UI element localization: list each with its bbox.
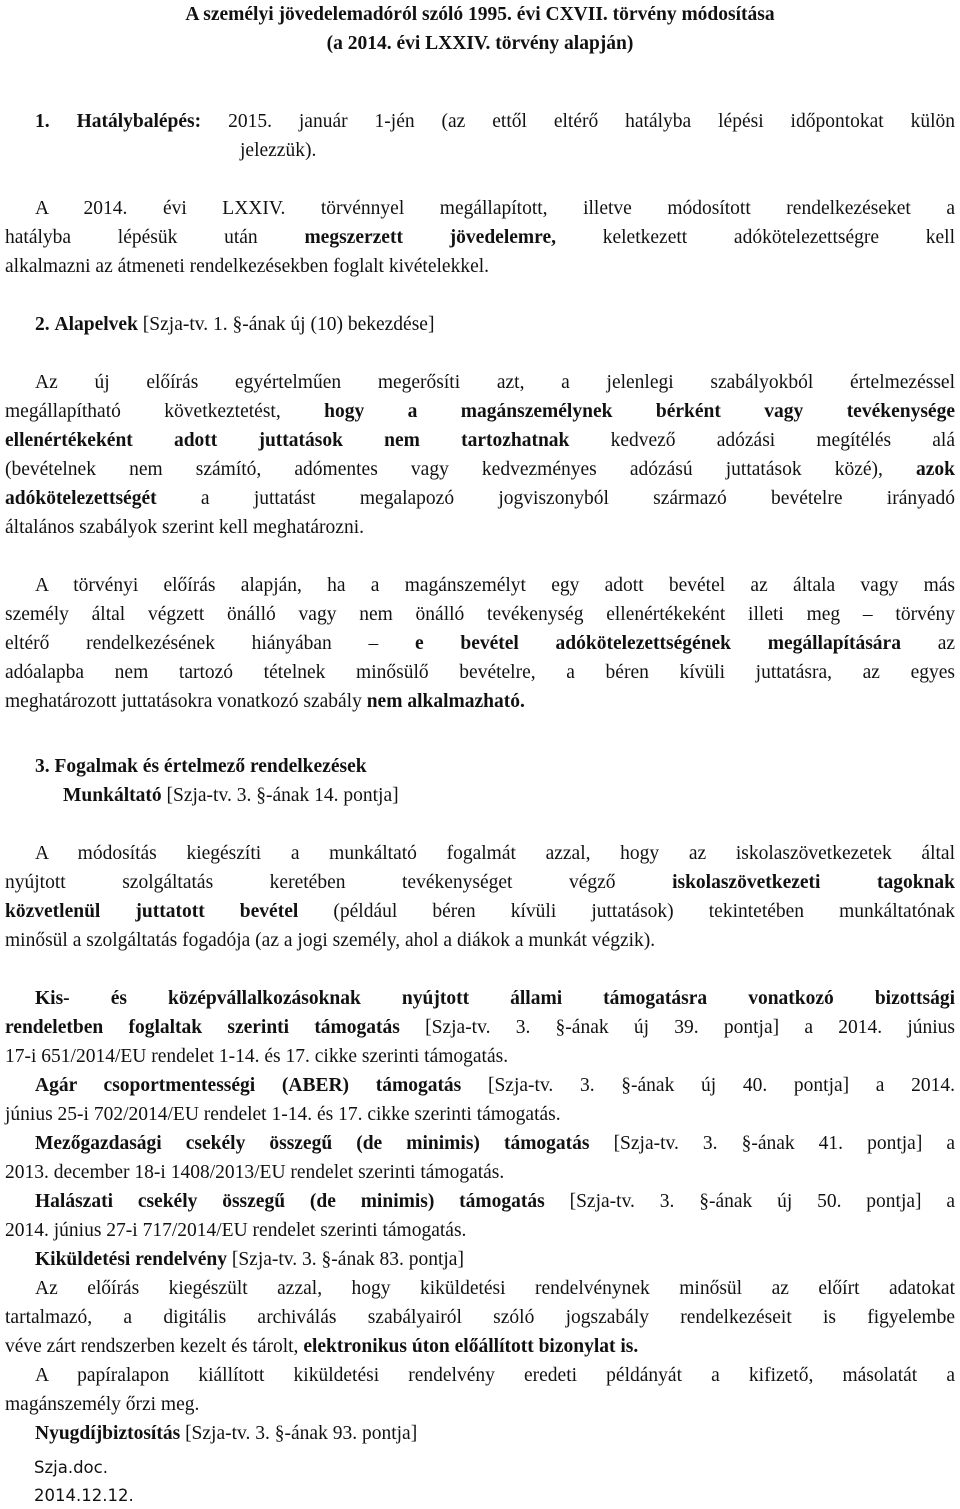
- s2-p2-line-5: meghatározott juttatásokra vonatkozó szabály nem alkalmazható.: [5, 691, 525, 712]
- section-3-title: Fogalmak és értelmező rendelkezések: [54, 756, 367, 777]
- kkv-line-3: 17-i 651/2014/EU rendelet 1-14. és 17. cikke szerinti támogatás.: [5, 1046, 509, 1067]
- s2-p1-line-5: adókötelezettségét a juttatást megalapozó jogviszonyból származó bevételre irányadó: [5, 488, 956, 509]
- s3-p1-line-3: közvetlenül juttatott bevétel (például béren kívüli juttatások) tekintetében munkáltatónak: [5, 901, 956, 922]
- section-3-heading: [35, 752, 367, 781]
- s2-p1-line-6: általános szabályok szerint kell meghatározni.: [5, 517, 364, 538]
- intro-bold-income: megszerzett jövedelemre,: [304, 227, 556, 248]
- section-1-number: 1.: [35, 111, 50, 132]
- document-subtitle: [0, 29, 960, 58]
- s2-p2-line-1: A törvényi előírás alapján, ha a magánszemélyt egy adott bevétel az általa vagy más: [35, 575, 955, 596]
- s2-p1-line-4: (bevételnek nem számító, adómentes vagy kedvezményes adózású juttatások közé), azok: [5, 459, 955, 480]
- title-line-2: (a 2014. évi LXXIV. törvény alapján): [326, 33, 634, 54]
- kikuldetesi-heading: Kiküldetési rendelvény [Szja-tv. 3. §-ának 83. pontja]: [35, 1249, 464, 1270]
- s2-p1-line-2: megállapítható következtetést, hogy a magánszemélynek bérként vagy tevékenysége: [5, 401, 955, 422]
- aber-line-1: Agár csoportmentességi (ABER) támogatás [Szja-tv. 3. §-ának új 40. pontja] a 2014.: [35, 1075, 956, 1096]
- mezo-line-2: 2013. december 18-i 1408/2013/EU rendelet szerinti támogatás.: [5, 1162, 505, 1183]
- kikuldetesi-p1-line-3: véve zárt rendszerben kezelt és tárolt, elektronikus úton előállított bizonylat is.: [5, 1336, 639, 1357]
- s2-p1-line-1: Az új előírás egyértelműen megerősíti azt, a jelenlegi szabályokból értelmezéssel: [35, 372, 955, 393]
- section-1-line-1: [35, 107, 955, 136]
- s3-p1-line-1: A módosítás kiegészíti a munkáltató fogalmát azzal, hogy az iskolaszövetkezetek által: [35, 843, 955, 864]
- s2-p1-line-3: ellenértékeként adott juttatások nem tartozhatnak kedvező adózási megítélés alá: [5, 430, 956, 451]
- intro-line-2: hatályba lépésük után megszerzett jövedelemre, keletkezett adókötelezettségre kell: [5, 227, 955, 248]
- footer-doc-name: Szja.doc.: [34, 1458, 108, 1477]
- section-1-line-2: jelezzük).: [240, 140, 317, 161]
- kikuldetesi-p1-line-1: Az előírás kiegészült azzal, hogy kiküldetési rendelvénynek minősül az előírt adatokat: [35, 1278, 955, 1299]
- document-title: [0, 0, 960, 29]
- kikuldetesi-p2-line-2: magánszemély őrzi meg.: [5, 1394, 200, 1415]
- kikuldetesi-p1-line-2: tartalmazó, a digitális archiválás szabályairól szóló jogszabály rendelkezéseit is figyelembe: [5, 1307, 955, 1328]
- section-2-ref: [Szja-tv. 1. §-ának új (10) bekezdése]: [142, 314, 435, 335]
- section-3-number: 3.: [35, 756, 50, 777]
- section-2-title: Alapelvek: [54, 314, 138, 335]
- intro-line-3: alkalmazni az átmeneti rendelkezésekben foglalt kivételekkel.: [5, 256, 490, 277]
- kkv-line-2: rendeletben foglaltak szerinti támogatás [Szja-tv. 3. §-ának új 39. pontja] a 2014. június: [5, 1017, 955, 1038]
- s2-p2-line-2: személy által végzett önálló vagy nem önálló tevékenység ellenértékeként illeti meg – törvény: [5, 604, 955, 625]
- section-1-text: 2015. január 1-jén (az ettől eltérő hatályba lépési időpontokat külön: [228, 111, 956, 132]
- intro-line-1: A 2014. évi LXXIV. törvénnyel megállapított, illetve módosított rendelkezéseket a: [35, 198, 955, 219]
- kkv-line-1: Kis- és középvállalkozásoknak nyújtott állami támogatásra vonatkozó bizottsági: [35, 988, 955, 1009]
- section-1-heading: Hatálybalépés:: [76, 111, 202, 132]
- halaszati-line-1: Halászati csekély összegű (de minimis) támogatás [Szja-tv. 3. §-ának új 50. pontja] a: [35, 1191, 956, 1212]
- footer-date: 2014.12.12.: [34, 1486, 134, 1505]
- aber-line-2: június 25-i 702/2014/EU rendelet 1-14. és 17. cikke szerinti támogatás.: [5, 1104, 561, 1125]
- section-2-heading: [35, 310, 434, 339]
- s3-p1-line-4: minősül a szolgáltatás fogadója (az a jogi személy, ahol a diákok a munkát végzik).: [5, 930, 656, 951]
- halaszati-line-2: 2014. június 27-i 717/2014/EU rendelet szerinti támogatás.: [5, 1220, 467, 1241]
- s3-p1-line-2: nyújtott szolgáltatás keretében tevékenységet végző iskolaszövetkezeti tagoknak: [5, 872, 955, 893]
- s2-p2-line-4: adóalapba nem tartozó tételnek minősülő bevételre, a béren kívüli juttatásra, az egyes: [5, 662, 955, 683]
- title-line-1: A személyi jövedelemadóról szóló 1995. évi CXVII. törvény módosítása: [185, 4, 775, 25]
- munkaltato-heading: Munkáltató [Szja-tv. 3. §-ának 14. pontja]: [63, 785, 399, 806]
- s2-p2-line-3: eltérő rendelkezésének hiányában – e bevétel adókötelezettségének megállapítására az: [5, 633, 955, 654]
- section-2-number: 2.: [35, 314, 50, 335]
- kikuldetesi-p2-line-1: A papíralapon kiállított kiküldetési rendelvény eredeti példányát a kifizető, másolatát a: [35, 1365, 955, 1386]
- mezo-line-1: Mezőgazdasági csekély összegű (de minimis) támogatás [Szja-tv. 3. §-ának 41. pontja] a: [35, 1133, 956, 1154]
- nyugdij-heading: Nyugdíjbiztosítás [Szja-tv. 3. §-ának 93. pontja]: [35, 1423, 418, 1444]
